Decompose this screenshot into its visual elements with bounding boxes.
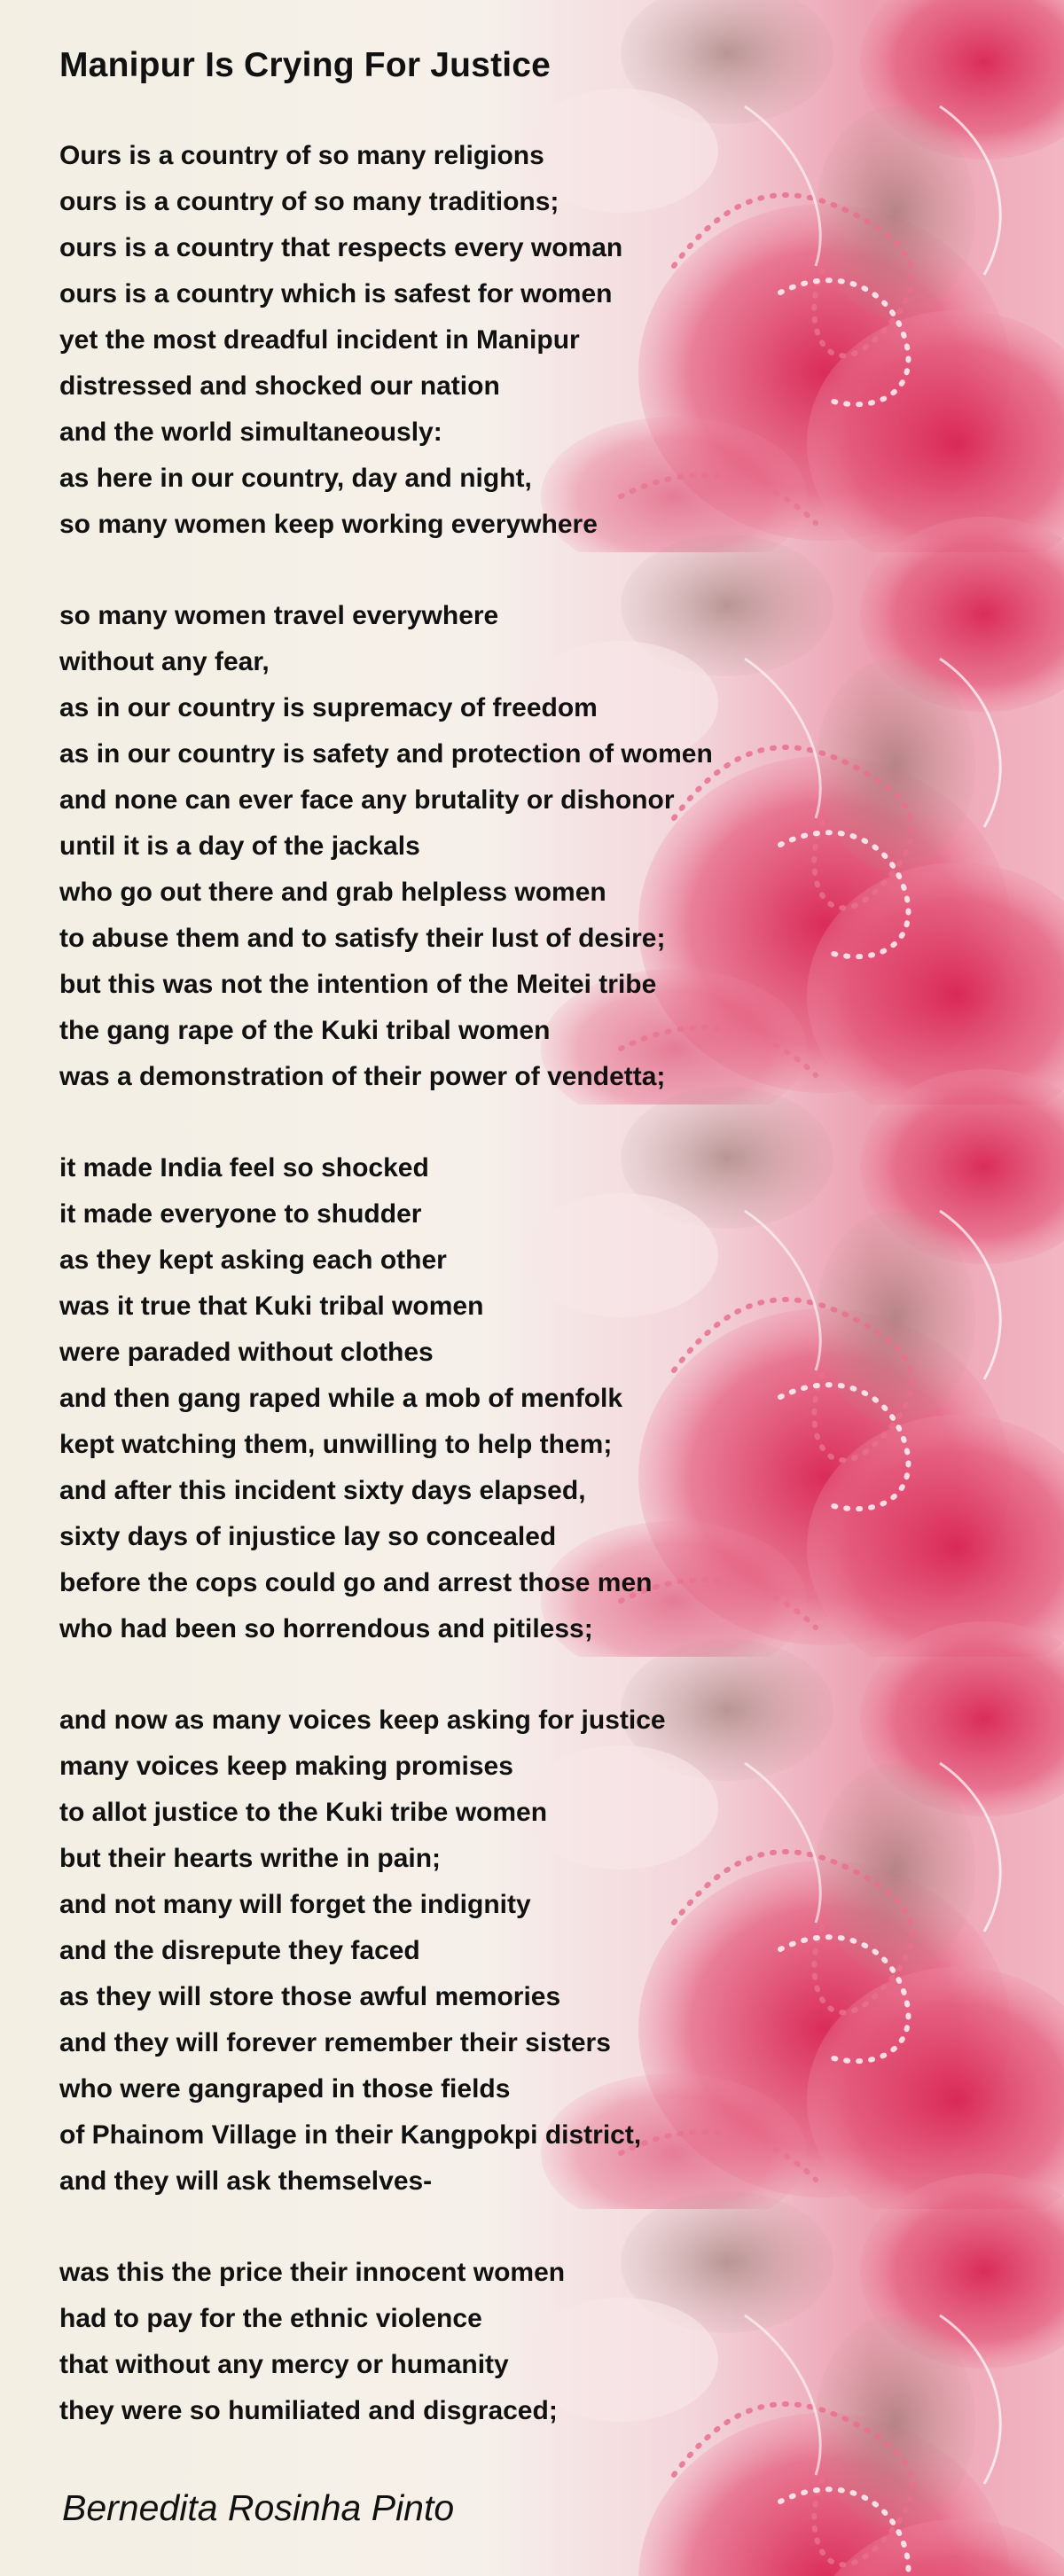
poem-line: as they kept asking each other (59, 1245, 447, 1275)
poem-line: was a demonstration of their power of vendetta; (59, 1062, 666, 1091)
poem-line: as in our country is safety and protection of women (59, 739, 713, 769)
poem-line: it made everyone to shudder (59, 1199, 422, 1229)
poem-line: as in our country is supremacy of freedom (59, 693, 598, 722)
poem-line: and none can ever face any brutality or dishonor (59, 785, 675, 815)
poem-line: who had been so horrendous and pitiless; (59, 1614, 593, 1643)
poem-line: ours is a country that respects every woman (59, 233, 623, 262)
stanza-5 (59, 2250, 565, 2434)
poem-line: of Phainom Village in their Kangpokpi district, (59, 2120, 642, 2150)
stanza-1 (59, 133, 622, 548)
poem-line: to allot justice to the Kuki tribe women (59, 1798, 548, 1827)
poem-title: Manipur Is Crying For Justice (59, 46, 552, 84)
poem-line: before the cops could go and arrest those men (59, 1568, 653, 1597)
poem-line: and not many will forget the indignity (59, 1890, 531, 1919)
poem-line: ours is a country of so many traditions; (59, 187, 559, 216)
stanza-3 (59, 1145, 652, 1652)
poem-line: who go out there and grab helpless women (59, 878, 606, 907)
stanza-4 (59, 1698, 666, 2205)
poem-line: as they will store those awful memories (59, 1982, 561, 2011)
poem-line: who were gangraped in those fields (59, 2074, 511, 2104)
poem-line: Ours is a country of so many religions (59, 141, 544, 170)
poem-line: without any fear, (59, 647, 270, 676)
poem-line: and the disrepute they faced (59, 1936, 420, 1965)
poem-line: until it is a day of the jackals (59, 831, 420, 861)
poem-line: was it true that Kuki tribal women (59, 1292, 484, 1321)
poem-line: distressed and shocked our nation (59, 371, 500, 401)
poem-line: the gang rape of the Kuki tribal women (59, 1016, 551, 1045)
poem-line: many voices keep making promises (59, 1752, 513, 1781)
poem-line: so many women travel everywhere (59, 601, 499, 630)
poem-line: sixty days of injustice lay so concealed (59, 1522, 557, 1551)
poem-line: and after this incident sixty days elapsed, (59, 1476, 586, 1505)
poem-line: and now as many voices keep asking for justice (59, 1706, 666, 1735)
poem-line: it made India feel so shocked (59, 1153, 429, 1183)
poem-line: and the world simultaneously: (59, 418, 442, 447)
poem-line: kept watching them, unwilling to help them; (59, 1430, 613, 1459)
author-signature: Bernedita Rosinha Pinto (62, 2487, 455, 2528)
poem-line: had to pay for the ethnic violence (59, 2304, 482, 2333)
poem-line: and they will forever remember their sisters (59, 2028, 611, 2057)
poem-line: that without any mercy or humanity (59, 2350, 509, 2379)
poem-line: they were so humiliated and disgraced; (59, 2396, 558, 2425)
poem-line: yet the most dreadful incident in Manipur (59, 325, 580, 355)
poem-line: so many women keep working everywhere (59, 510, 598, 539)
poem-line: but their hearts writhe in pain; (59, 1844, 442, 1873)
poem-line: as here in our country, day and night, (59, 464, 532, 493)
poem-line: was this the price their innocent women (59, 2258, 566, 2287)
poem-line: and they will ask themselves- (59, 2166, 433, 2196)
poem-line: ours is a country which is safest for women (59, 279, 613, 308)
poem-line: were paraded without clothes (59, 1338, 434, 1367)
poem-line: to abuse them and to satisfy their lust of desire; (59, 924, 666, 953)
poem-line: but this was not the intention of the Meitei tribe (59, 970, 657, 999)
stanza-2 (59, 593, 713, 1100)
poem-line: and then gang raped while a mob of menfolk (59, 1384, 623, 1413)
